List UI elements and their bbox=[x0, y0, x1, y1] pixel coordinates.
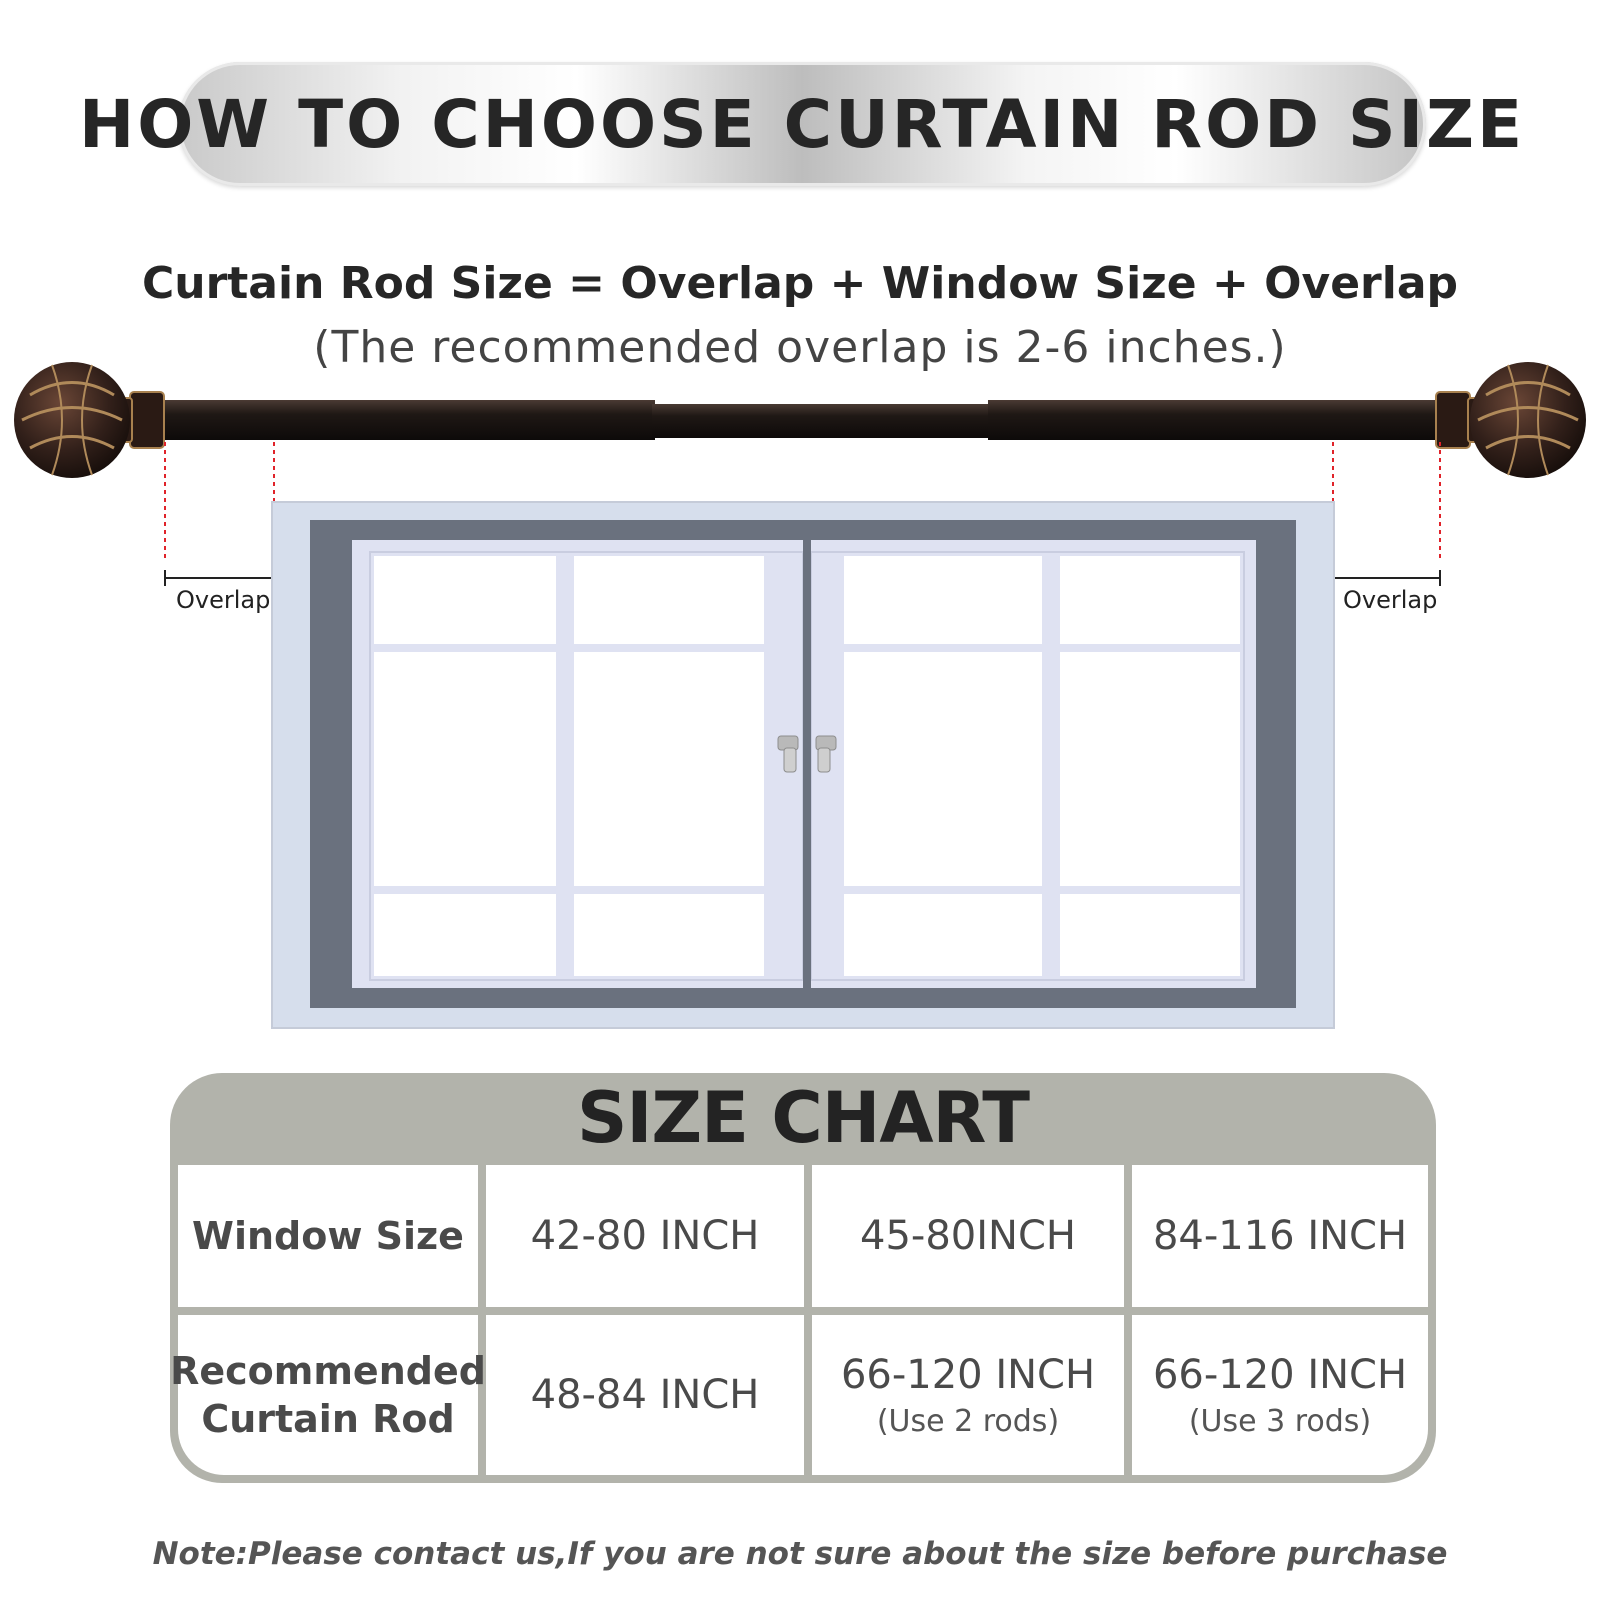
table-cell bbox=[486, 1315, 804, 1475]
table-cell bbox=[812, 1315, 1124, 1475]
size-chart bbox=[170, 1073, 1436, 1483]
recommended-rod-header-line1: Recommended bbox=[170, 1349, 486, 1393]
cell-value: 84-116 INCH bbox=[1152, 1213, 1408, 1259]
rod-size-formula: Curtain Rod Size = Overlap + Window Size + Overlap bbox=[141, 258, 1459, 309]
cell-subnote: (Use 2 rods) bbox=[876, 1403, 1060, 1439]
table-cell bbox=[812, 1165, 1124, 1307]
window-illustration bbox=[272, 502, 1334, 1028]
curtain-rod bbox=[150, 400, 1450, 440]
left-overlap-label: Overlap bbox=[176, 586, 271, 614]
table-cell bbox=[486, 1165, 804, 1307]
left-finial-icon bbox=[14, 362, 164, 478]
size-chart-title: SIZE CHART bbox=[576, 1077, 1030, 1159]
cell-value: 66-120 INCH bbox=[1152, 1351, 1408, 1398]
table-cell bbox=[1132, 1165, 1428, 1307]
window-size-header bbox=[178, 1165, 478, 1307]
table-cell bbox=[1132, 1315, 1428, 1475]
cell-value: 45-80INCH bbox=[860, 1213, 1076, 1259]
recommended-rod-header bbox=[170, 1315, 486, 1475]
left-overlap-guide bbox=[165, 442, 274, 586]
recommended-rod-header-line2: Curtain Rod bbox=[201, 1397, 455, 1441]
page-title: HOW TO CHOOSE CURTAIN ROD SIZE bbox=[78, 85, 1526, 163]
right-finial-icon bbox=[1436, 362, 1586, 478]
cell-subnote: (Use 3 rods) bbox=[1188, 1403, 1372, 1439]
purchase-note: Note:Please contact us,If you are not sure about the size before purchase bbox=[152, 1536, 1448, 1572]
right-overlap-guide bbox=[1333, 442, 1440, 586]
cell-value: 48-84 INCH bbox=[530, 1372, 760, 1418]
window-size-header-label: Window Size bbox=[192, 1214, 464, 1258]
cell-value: 66-120 INCH bbox=[840, 1351, 1096, 1398]
right-overlap-label: Overlap bbox=[1343, 586, 1438, 614]
overlap-recommendation: (The recommended overlap is 2-6 inches.) bbox=[313, 322, 1287, 373]
cell-value: 42-80 INCH bbox=[530, 1213, 760, 1259]
